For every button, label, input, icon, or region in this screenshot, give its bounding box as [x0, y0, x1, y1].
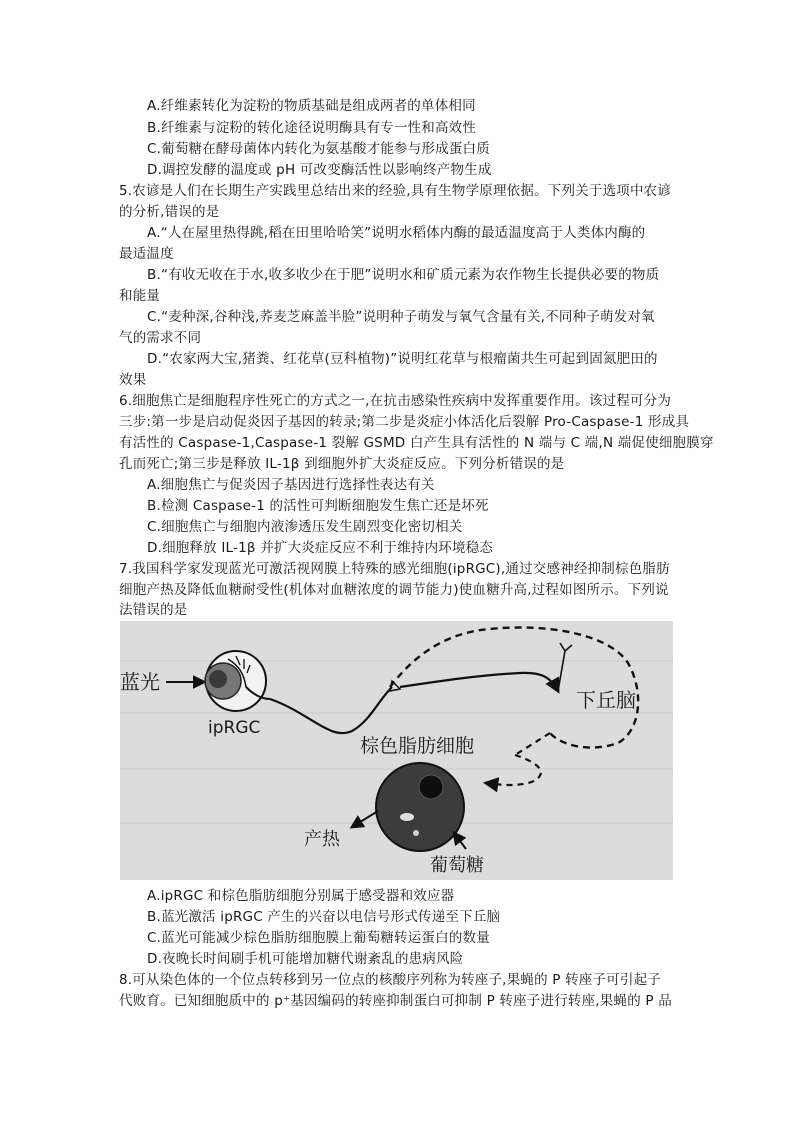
q4-option-a: A.纤维素转化为淀粉的物质基础是组成两者的单体相同	[147, 98, 476, 114]
q5-option-a-cont: 最适温度	[119, 246, 174, 262]
q5-option-d: D.“农家两大宝,猪粪、红花草(豆科植物)”说明红花草与根瘤菌共生可起到固氮肥田的	[147, 351, 658, 367]
q7-stem-line-2: 细胞产热及降低血糖耐受性(机体对血糖浓度的调节能力)使血糖升高,过程如图所示。下列说	[119, 582, 669, 598]
iprgc-label: ipRGC	[208, 718, 261, 738]
glucose-label: 葡萄糖	[430, 855, 484, 876]
q6-option-c: C.细胞焦亡与细胞内液渗透压发生剧烈变化密切相关	[147, 519, 463, 535]
q7-stem-line-1: 7.我国科学家发现蓝光可激活视网膜上特殊的感光细胞(ipRGC),通过交感神经抑制棕色脂肪	[119, 561, 670, 577]
q7-figure	[120, 621, 673, 880]
q4-option-d: D.调控发酵的温度或 pH 可改变酶活性以影响终产物生成	[147, 162, 492, 178]
q7-option-d: D.夜晚长时间刷手机可能增加糖代谢紊乱的患病风险	[147, 951, 464, 967]
q6-option-d: D.细胞释放 IL-1β 并扩大炎症反应不利于维持内环境稳态	[147, 540, 494, 556]
q4-option-c: C.葡萄糖在酵母菌体内转化为氨基酸才能参与形成蛋白质	[147, 141, 490, 157]
q5-option-c: C.“麦种深,谷种浅,荞麦芝麻盖半脸”说明种子萌发与氧气含量有关,不同种子萌发对氧	[147, 309, 655, 325]
hypothalamus-label: 下丘脑	[576, 688, 636, 712]
q5-stem-line-1: 5.农谚是人们在长期生产实践里总结出来的经验,具有生物学原理依据。下列关于选项中农谚	[119, 183, 672, 199]
q8-stem-line-2: 代败育。已知细胞质中的 p⁺基因编码的转座抑制蛋白可抑制 P 转座子进行转座,果蝇的 P 品	[119, 993, 672, 1009]
q6-option-b: B.检测 Caspase-1 的活性可判断细胞发生焦亡还是坏死	[147, 498, 489, 514]
heat-label: 产热	[304, 829, 340, 850]
q5-option-b-cont: 和能量	[119, 288, 161, 304]
q7-option-c: C.蓝光可能减少棕色脂肪细胞膜上葡萄糖转运蛋白的数量	[147, 930, 490, 946]
blue-light-label: 蓝光	[120, 670, 160, 694]
q7-option-b: B.蓝光激活 ipRGC 产生的兴奋以电信号形式传递至下丘脑	[147, 909, 501, 925]
q6-stem-line-3: 有活性的 Caspase-1,Caspase-1 裂解 GSMD 白产生具有活性的 N 端与 C 端,N 端促使细胞膜穿	[119, 435, 714, 451]
brown-fat-label: 棕色脂肪细胞	[360, 735, 475, 757]
q5-option-b: B.“有收无收在于水,收多收少在于肥”说明水和矿质元素为农作物生长提供必要的物质	[147, 267, 660, 283]
q5-option-a: A.“人在屋里热得跳,稻在田里哈哈笑”说明水稻体内酶的最适温度高于人类体内酶的	[147, 225, 646, 241]
q6-stem-line-2: 三步:第一步是启动促炎因子基因的转录;第二步是炎症小体活化后裂解 Pro-Caspase-1 形成具	[119, 414, 690, 430]
q6-stem-line-4: 孔而死亡;第三步是释放 IL-1β 到细胞外扩大炎症反应。下列分析错误的是	[119, 456, 565, 472]
q6-stem-line-1: 6.细胞焦亡是细胞程序性死亡的方式之一,在抗击感染性疾病中发挥重要作用。该过程可分为	[119, 393, 672, 409]
q8-stem-line-1: 8.可从染色体的一个位点转移到另一位点的核酸序列称为转座子,果蝇的 P 转座子可引起子	[119, 972, 661, 988]
q7-stem-line-3: 法错误的是	[119, 602, 188, 618]
q5-option-d-cont: 效果	[119, 372, 147, 388]
q6-option-a: A.细胞焦亡与促炎因子基因进行选择性表达有关	[147, 477, 435, 493]
q5-option-c-cont: 气的需求不同	[119, 330, 202, 346]
q5-stem-line-2: 的分析,错误的是	[119, 204, 220, 220]
q4-option-b: B.纤维素与淀粉的转化途径说明酶具有专一性和高效性	[147, 120, 477, 136]
q7-option-a: A.ipRGC 和棕色脂肪细胞分别属于感受器和效应器	[147, 888, 455, 904]
brown-fat-cell-icon	[376, 763, 464, 851]
